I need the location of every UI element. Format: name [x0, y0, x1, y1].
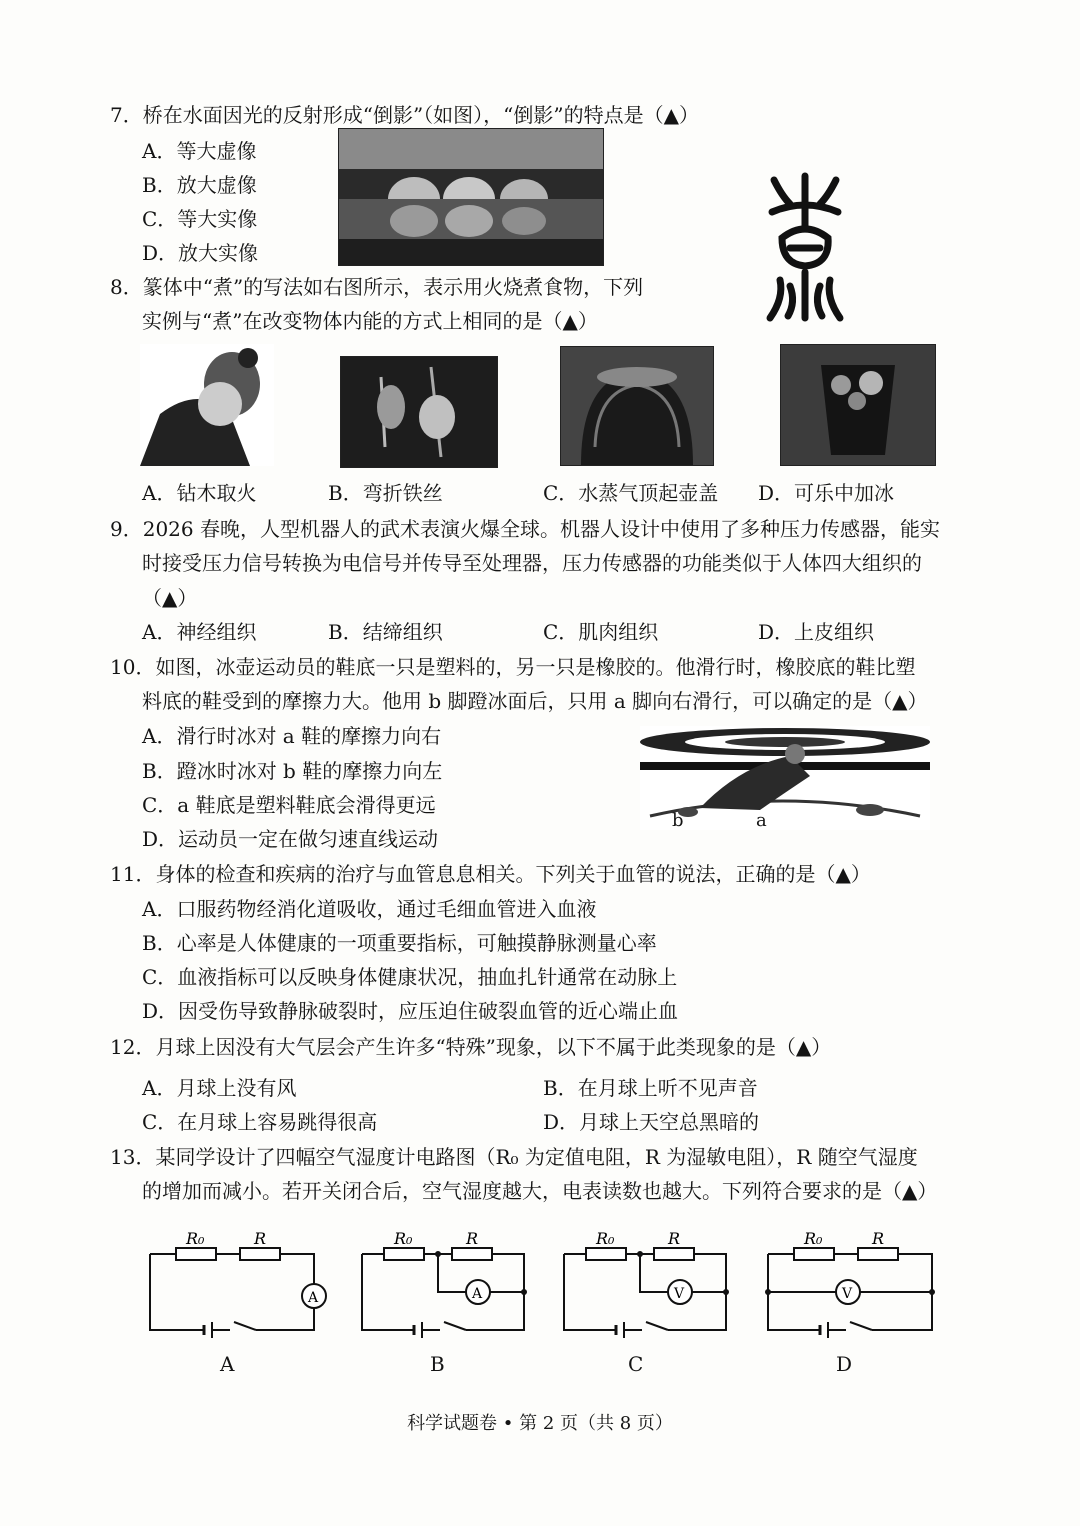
circuit-d-r0-label: R₀	[804, 1229, 823, 1248]
circuit-a-meter-label: A	[308, 1290, 319, 1306]
circuit-c-r0-label: R₀	[596, 1229, 615, 1248]
q8-option-b: B．弯折铁丝	[328, 481, 443, 505]
circuit-d-meter-label: V	[842, 1286, 853, 1302]
q11-option-a: A．口服药物经消化道吸收，通过毛细血管进入血液	[142, 897, 597, 921]
q12-option-b: B．在月球上听不见声音	[543, 1076, 758, 1100]
q12-option-d: D．月球上天空总黑暗的	[543, 1110, 760, 1134]
q10-option-c: C．a 鞋底是塑料鞋底会滑得更远	[142, 793, 436, 817]
curling-label-a: a	[756, 810, 767, 831]
q7-option-b: B．放大虚像	[142, 173, 257, 197]
q12-option-a: A．月球上没有风	[142, 1076, 297, 1100]
circuit-d-label: D	[836, 1352, 853, 1376]
circuit-c-label: C	[628, 1352, 644, 1376]
bending-wire-photo	[340, 356, 498, 468]
q11-option-b: B．心率是人体健康的一项重要指标，可触摸静脉测量心率	[142, 931, 657, 955]
q10-option-d: D．运动员一定在做匀速直线运动	[142, 827, 439, 851]
q7-option-a: A．等大虚像	[142, 139, 257, 163]
circuit-a-r0-label: R₀	[186, 1229, 205, 1248]
circuit-a-r-label: R	[254, 1229, 267, 1248]
q8-stem-line1: 8．篆体中“煮”的写法如右图所示，表示用火烧煮食物，下列	[110, 275, 644, 299]
q8-option-d: D．可乐中加冰	[758, 481, 895, 505]
q11-option-d: D．因受伤导致静脉破裂时，应压迫住破裂血管的近心端止血	[142, 999, 679, 1023]
circuit-b-meter-label: A	[472, 1286, 483, 1302]
bridge-reflection-photo	[338, 128, 604, 266]
drilling-wood-photo	[140, 344, 274, 466]
q9-stem-line2: 时接受压力信号转换为电信号并传导至处理器，压力传感器的功能类似于人体四大组织的	[142, 551, 922, 575]
q7-stem: 7．桥在水面因光的反射形成“倒影”（如图），“倒影”的特点是（▲）	[110, 103, 700, 127]
q10-stem-line2: 料底的鞋受到的摩擦力大。他用 b 脚蹬冰面后，只用 a 脚向右滑行，可以确定的是（▲）	[142, 689, 928, 713]
circuit-b	[358, 1226, 538, 1346]
q9-option-d: D．上皮组织	[758, 620, 875, 644]
kettle-steam-photo	[560, 346, 714, 466]
circuit-d-r-label: R	[872, 1229, 885, 1248]
q8-option-c: C．水蒸气顶起壶盖	[543, 481, 719, 505]
circuit-b-r-label: R	[466, 1229, 479, 1248]
q11-option-c: C．血液指标可以反映身体健康状况，抽血扎针通常在动脉上	[142, 965, 678, 989]
circuit-c	[560, 1226, 740, 1346]
q13-stem-line2: 的增加而减小。若开关闭合后，空气湿度越大，电表读数也越大。下列符合要求的是（▲）	[142, 1179, 938, 1203]
q7-option-c: C．等大实像	[142, 207, 258, 231]
circuit-c-meter-label: V	[674, 1286, 685, 1302]
cola-ice-photo	[780, 344, 936, 466]
circuit-b-label: B	[430, 1352, 445, 1376]
q8-stem-line2: 实例与“煮”在改变物体内能的方式上相同的是（▲）	[142, 309, 598, 333]
q9-option-b: B．结缔组织	[328, 620, 443, 644]
circuit-d	[764, 1226, 944, 1346]
circuit-a-label: A	[220, 1352, 235, 1376]
q9-stem-line1: 9．2026 春晚，人型机器人的武术表演火爆全球。机器人设计中使用了多种压力传感器，能实	[110, 517, 940, 541]
q9-option-a: A．神经组织	[142, 620, 257, 644]
q13-stem-line1: 13．某同学设计了四幅空气湿度计电路图（R₀ 为定值电阻，R 为湿敏电阻），R 随空气湿度	[110, 1145, 918, 1169]
q12-stem: 12．月球上因没有大气层会产生许多“特殊”现象，以下不属于此类现象的是（▲）	[110, 1035, 832, 1059]
seal-script-zhu-character	[760, 168, 850, 328]
q11-stem: 11．身体的检查和疾病的治疗与血管息息相关。下列关于血管的说法，正确的是（▲）	[110, 862, 871, 886]
page-footer: 科学试题卷 • 第 2 页（共 8 页）	[407, 1413, 673, 1434]
q10-option-a: A．滑行时冰对 a 鞋的摩擦力向右	[142, 724, 442, 748]
circuit-b-r0-label: R₀	[394, 1229, 413, 1248]
q7-option-d: D．放大实像	[142, 241, 259, 265]
circuit-c-r-label: R	[668, 1229, 681, 1248]
circuit-a	[146, 1226, 336, 1346]
q10-option-b: B．蹬冰时冰对 b 鞋的摩擦力向左	[142, 759, 443, 783]
q8-option-a: A．钻木取火	[142, 481, 257, 505]
q9-stem-line3: （▲）	[142, 586, 198, 610]
q12-option-c: C．在月球上容易跳得很高	[142, 1110, 378, 1134]
curling-label-b: b	[672, 810, 684, 831]
q10-stem-line1: 10．如图，冰壶运动员的鞋底一只是塑料的，另一只是橡胶的。他滑行时，橡胶底的鞋比塑	[110, 655, 916, 679]
q9-option-c: C．肌肉组织	[543, 620, 659, 644]
